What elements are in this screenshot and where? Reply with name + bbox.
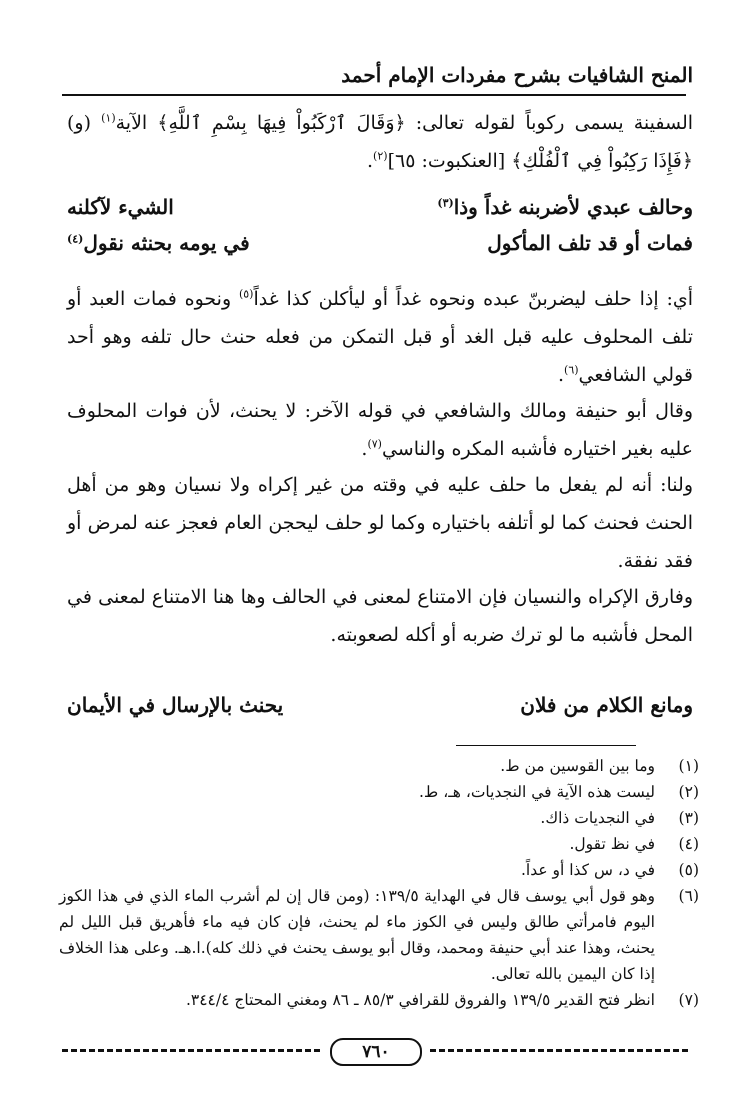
paragraph-explanation [67, 280, 693, 394]
paragraph-text: وفارق الإكراه والنسيان فإن الامتناع لمعنى في الحالف وها هنا الامتناع لمعنى في المحل فأشبه ما لو ترك ضربه أو أكله لصعوبته. [67, 586, 693, 646]
paragraph-text: . [367, 150, 374, 172]
footnote-number: (٦) [678, 887, 699, 905]
paragraph-text: (و) ﴿فَإِذَا رَكِبُواْ فِي ٱلْفُلْكِ﴾ [العنكبوت: ٦٥] [67, 112, 693, 172]
verse-text: وحالف عبدي لأضربنه غداً وذا [453, 195, 693, 219]
footnote-item [59, 753, 699, 779]
footnote-separator [456, 745, 636, 746]
paragraph-text: . [361, 438, 368, 460]
footnote-number: (٤) [678, 835, 699, 853]
running-header: المنح الشافيات بشرح مفردات الإمام أحمد [341, 63, 693, 87]
header-rule [62, 94, 686, 96]
footnote-number: (٥) [678, 861, 699, 879]
footnote-item [59, 779, 699, 805]
footer-dashed-rule-right [430, 1049, 688, 1052]
paragraph-text: ولنا: أنه لم يفعل ما حلف عليه في وقته من غير إكراه ولا نسيان وهو من أهل الحنث فحنث كما لو أتلفه باختياره وكما لو حلف ليحجن العام فعجز عنه لمرض أو فقد نفقة. [67, 474, 693, 572]
footnote-text: في نظ تقول. [569, 835, 655, 853]
footnote-item [59, 805, 699, 831]
footnote-ref[interactable]: (٧) [367, 437, 382, 451]
footnote-ref[interactable]: (٤) [67, 232, 84, 246]
paragraph-text: السفينة يسمى ركوباً لقوله تعالى: ﴿وَقَالَ ٱرْكَبُواْ فِيهَا بِسْمِ ٱللَّهِ﴾ الآية [115, 112, 694, 134]
paragraph-text: أي: إذا حلف ليضربنّ عبده ونحوه غداً أو ليأكلن كذا غداً [253, 288, 693, 310]
page-footer [62, 1038, 688, 1064]
page-number: ٧٦٠ [330, 1038, 422, 1066]
footnote-ref[interactable]: (٥) [238, 287, 254, 301]
footnote-text: وما بين القوسين من ط. [500, 757, 655, 775]
verse-hemistich-right: ومانع الكلام من فلان [520, 693, 693, 717]
footnote-ref[interactable]: (٣) [437, 196, 454, 210]
footnote-text: انظر فتح القدير ١٣٩/٥ والفروق للقرافي ٨٥/٣ ـ ٨٦ ومغني المحتاج ٣٤٤/٤. [185, 991, 655, 1009]
verse-hemistich-left: الشيء لآكلنه [67, 195, 174, 219]
paragraph-other-view [67, 392, 693, 468]
paragraph-text: ونحوه فمات العبد أو تلف المحلوف عليه قبل الغد أو قبل التمكن من فعله حنث حال تلفه وهو أحد قولي الشافعي [67, 288, 693, 386]
paragraph-intro [67, 104, 693, 180]
verse-text: في يومه بحنثه نقول [83, 231, 250, 255]
footnote-text: ليست هذه الآية في النجديات، هـ، ط. [419, 783, 655, 801]
verse-hemistich-right: فمات أو قد تلف المأكول [487, 231, 693, 255]
footnote-ref[interactable]: (٦) [564, 363, 579, 377]
footnote-number: (٢) [678, 783, 699, 801]
footnote-ref[interactable]: (٢) [373, 149, 388, 163]
footnote-item [59, 857, 699, 883]
paragraph-distinction [67, 578, 693, 654]
verse-line-3 [67, 686, 693, 724]
verse-hemistich-left [67, 224, 250, 262]
paragraph-evidence [67, 466, 693, 580]
paragraph-text: . [557, 364, 565, 386]
footnotes [59, 753, 699, 1013]
footnote-text: في النجديات ذاك. [540, 809, 655, 827]
footnote-text: وهو قول أبي يوسف قال في الهداية ١٣٩/٥: (ومن قال إن لم أشرب الماء الذي في هذا الكوز اليوم فامرأتي طالق وليس في الكوز ماء لم يحنث، فإن كان فيه ماء فأهريق قبل الليل لم يحنث، وهذا عند أبي حنيفة ومحمد، وقال أبو يوسف يحنث في ذلك كله).ا.هـ. وعلى هذا الخلاف إذا كان اليمين بالله تعالى. [59, 887, 655, 983]
footnote-text: في د، س كذا أو عداً. [520, 861, 655, 879]
footer-dashed-rule-left [62, 1049, 320, 1052]
verse-line-2 [67, 224, 693, 262]
verse-line-1 [67, 188, 693, 226]
footnote-number: (٧) [678, 991, 699, 1009]
footnote-item [59, 987, 699, 1013]
paragraph-text: وقال أبو حنيفة ومالك والشافعي في قوله الآخر: لا يحنث، لأن فوات المحلوف عليه بغير اختياره فأشبه المكره والناسي [67, 400, 693, 460]
verse-hemistich-right [437, 188, 693, 226]
footnote-number: (١) [678, 757, 699, 775]
footnote-item [59, 831, 699, 857]
footnote-ref[interactable]: (١) [101, 111, 116, 125]
footnote-item [59, 883, 699, 987]
footnote-number: (٣) [678, 809, 699, 827]
verse-hemistich-left: يحنث بالإرسال في الأيمان [67, 693, 284, 717]
